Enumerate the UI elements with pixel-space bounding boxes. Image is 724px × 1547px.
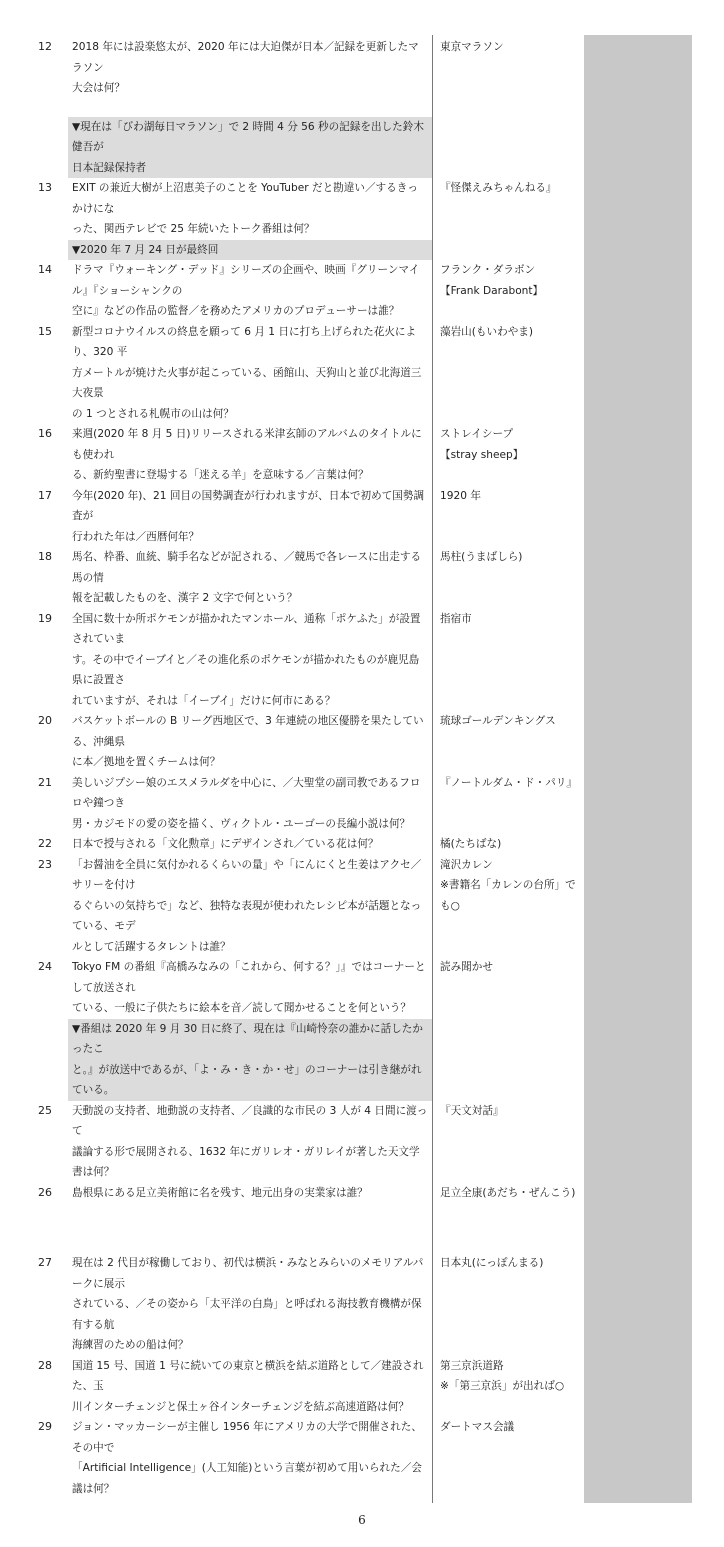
question-line: 現在は 2 代目が稼働しており、初代は横浜・みなとみらいのメモリアルパークに展示 xyxy=(72,1257,424,1290)
answer-text xyxy=(440,855,578,917)
question-line: 今年(2020 年)、21 回目の国勢調査が行われますが、日本で初めて国勢調査が xyxy=(72,489,425,522)
question-number: 16 xyxy=(38,427,52,440)
answer-line: 第三京浜道路 xyxy=(440,1359,504,1372)
question-line: った、関西テレビで 25 年続いたトーク番組は何？ xyxy=(72,223,315,235)
answer-text xyxy=(440,609,578,630)
answer-line: 指宿市 xyxy=(440,612,472,625)
question-text xyxy=(72,322,428,425)
answer-text xyxy=(440,1356,578,1397)
answer-text xyxy=(440,834,578,855)
answer-line: ダートマス会議 xyxy=(440,1421,515,1433)
answer-text xyxy=(440,957,578,978)
question-line: されている、／その姿から「太平洋の白鳥」と呼ばれる海技教育機構が保有する航 xyxy=(72,1298,422,1331)
question-text xyxy=(72,260,428,322)
question-line: 方メートルが焼けた火事が起こっている、函館山、天狗山と並び北海道三大夜景 xyxy=(72,366,422,399)
answer-text xyxy=(440,37,578,58)
answer-text xyxy=(440,322,578,343)
question-number: 14 xyxy=(38,263,52,276)
answer-line: 足立全康(あだち・ぜんこう) xyxy=(440,1186,576,1199)
question-number: 28 xyxy=(38,1358,52,1372)
question-row xyxy=(0,1183,584,1204)
question-text xyxy=(72,178,428,240)
question-row xyxy=(0,957,584,1019)
question-number: 23 xyxy=(38,857,52,871)
question-row xyxy=(0,37,584,99)
answer-line: 【Frank Darabont】 xyxy=(440,284,544,297)
question-text xyxy=(72,37,428,99)
question-number: 19 xyxy=(38,611,52,625)
question-line: 大会は何？ xyxy=(72,82,125,94)
question-line: す。その中でイーブイと／その進化系のポケモンが描かれたものが鹿児島県に設置さ xyxy=(72,653,420,686)
question-number: 22 xyxy=(38,837,52,850)
question-line: ルとして活躍するタレントは誰？ xyxy=(72,940,231,953)
question-text xyxy=(72,957,428,1019)
question-text xyxy=(72,424,428,486)
question-line: 報を記載したものを、漢字 2 文字で何という？ xyxy=(72,592,298,604)
question-text xyxy=(72,834,428,855)
question-line: 「お醤油を全員に気付かれるくらいの量」や「にんにくと生姜はアクセ／サリーを付け xyxy=(72,858,422,891)
answer-line: 【stray sheep】 xyxy=(440,448,524,461)
answer-text xyxy=(440,547,578,568)
question-line: Tokyo FM の番組『高橋みなみの「これから、何する？」』ではコーナーとして放送され xyxy=(72,961,426,994)
answer-line: 『天文対話』 xyxy=(440,1104,504,1117)
answer-line: 1920 年 xyxy=(440,489,481,502)
question-text xyxy=(72,1101,428,1183)
answer-text xyxy=(440,773,578,794)
question-number: 25 xyxy=(38,1103,52,1117)
question-row xyxy=(0,855,584,958)
note-line: ▼2020 年 7 月 24 日が最終回 xyxy=(72,243,219,256)
answer-line: フランク・ダラボン xyxy=(440,264,536,276)
question-text xyxy=(72,547,428,609)
question-text xyxy=(72,1356,428,1418)
answer-line: 橘(たちばな) xyxy=(440,838,502,850)
answer-line: 滝沢カレン xyxy=(440,858,493,871)
answer-line: ※「第三京浜」が出れば○ xyxy=(440,1380,565,1392)
question-line: ジョン・マッカーシーが主催し 1956 年にアメリカの大学で開催された、その中で xyxy=(72,1421,422,1454)
note-line: と。』が放送中であるが、「よ・み・き・か・せ」のコーナーは引き継がれている。 xyxy=(72,1063,422,1096)
question-text xyxy=(72,1253,428,1356)
answer-line: 琉球ゴールデンキングス xyxy=(440,715,556,727)
note-line: ▼番組は 2020 年 9 月 30 日に終了、現在は『山崎怜奈の誰かに話したかったこ xyxy=(72,1022,423,1055)
note-box xyxy=(68,117,432,179)
question-line: 全国に数十か所ポケモンが描かれたマンホール、通称「ポケふた」が設置されていま xyxy=(72,612,421,645)
question-row xyxy=(0,773,584,835)
question-row xyxy=(0,1253,584,1356)
answer-text xyxy=(440,260,578,301)
question-line: ドラマ『ウォーキング・デッド』シリーズの企画や、映画『グリーンマイル』『ショーシャンクの xyxy=(72,264,420,297)
question-text xyxy=(72,609,428,712)
question-line: 日本で授与される「文化勲章」にデザインされ／ている花は何？ xyxy=(72,838,379,850)
question-line: 「Artificial Intelligence」(人工知能)という言葉が初めて用いられた／会議は何？ xyxy=(72,1462,422,1495)
question-line: 馬名、枠番、血統、騎手名などが記される、／競馬で各レースに出走する馬の情 xyxy=(72,551,422,584)
question-line: 2018 年には設楽悠太が、2020 年には大迫傑が日本／記録を更新したマラソン xyxy=(72,41,419,74)
question-line: 男・カジモドの愛の姿を描く、ヴィクトル・ユーゴーの長編小説は何？ xyxy=(72,817,411,830)
question-line: 美しいジプシー娘のエスメラルダを中心に、／大聖堂の副司教であるフロロや鐘つき xyxy=(72,776,421,809)
question-line: る、新約聖書に登場する「迷える羊」を意味する／言葉は何？ xyxy=(72,469,369,481)
answer-line: ※書籍名「カレンの台所」でも○ xyxy=(440,879,576,912)
answer-text xyxy=(440,1101,578,1122)
question-line: 来週(2020 年 8 月 5 日)リリースされる米津玄師のアルバムのタイトルにも使われ xyxy=(72,428,422,461)
answer-line: 『ノートルダム・ド・パリ』 xyxy=(440,776,577,789)
question-row xyxy=(0,834,584,855)
question-line: EXIT の兼近大樹が上沼恵美子のことを YouTuber だと勘違い／するきっかけにな xyxy=(72,182,418,215)
question-number: 21 xyxy=(38,775,52,789)
question-line: 海練習のための船は何？ xyxy=(72,1339,189,1351)
question-row xyxy=(0,547,584,609)
answer-line: 東京マラソン xyxy=(440,41,504,53)
question-number: 29 xyxy=(38,1420,52,1433)
question-line: 国道 15 号、国道 1 号に続いての東京と横浜を結ぶ道路として／建設された、玉 xyxy=(72,1359,424,1392)
question-line: れていますが、それは「イーブイ」だけに何市にある？ xyxy=(72,694,336,707)
question-line: ている、一般に子供たちに絵本を音／読して聞かせることを何という？ xyxy=(72,1002,411,1014)
question-text xyxy=(72,486,428,548)
question-line: バスケットボールの B リーグ西地区で、3 年連続の地区優勝を果たしている、沖縄県 xyxy=(72,715,424,748)
answer-line: 日本丸(にっぽんまる) xyxy=(440,1257,544,1269)
question-row xyxy=(0,1356,584,1418)
question-line: 川インターチェンジと保土ヶ谷インターチェンジを結ぶ高速道路は何？ xyxy=(72,1400,409,1413)
question-number: 20 xyxy=(38,714,52,727)
answer-line: 馬柱(うまばしら) xyxy=(440,551,523,563)
question-row xyxy=(0,178,584,240)
question-line: の 1 つとされる札幌市の山は何？ xyxy=(72,407,234,420)
note-line: 日本記録保持者 xyxy=(72,161,147,174)
answer-line: 藻岩山(もいわやま) xyxy=(440,325,534,338)
question-line: 空に』などの作品の監督／を務めたアメリカのプロデューサーは誰？ xyxy=(72,305,400,317)
question-line: 行われた年は／西暦何年？ xyxy=(72,530,200,543)
answer-text xyxy=(440,1183,578,1204)
question-number: 13 xyxy=(38,181,52,194)
question-row xyxy=(0,424,584,486)
question-number: 12 xyxy=(38,40,52,53)
answer-text xyxy=(440,711,578,732)
question-text xyxy=(72,855,428,958)
question-number: 18 xyxy=(38,550,52,563)
question-text xyxy=(72,773,428,835)
question-number: 27 xyxy=(38,1256,52,1269)
answer-text xyxy=(440,178,578,199)
note-box xyxy=(68,1019,432,1101)
answer-line: 読み聞かせ xyxy=(440,961,493,973)
question-text xyxy=(72,1417,428,1499)
answer-text xyxy=(440,1253,578,1274)
question-text xyxy=(72,711,428,773)
question-text xyxy=(72,1183,428,1204)
question-number: 26 xyxy=(38,1185,52,1199)
answer-line: 『怪傑えみちゃんねる』 xyxy=(440,182,557,194)
answer-text xyxy=(440,1417,578,1438)
answer-text xyxy=(440,486,578,507)
note-box xyxy=(68,240,432,261)
question-row xyxy=(0,711,584,773)
answer-text xyxy=(440,424,578,465)
question-row xyxy=(0,322,584,425)
question-number: 17 xyxy=(38,488,52,502)
question-line: るぐらいの気持ちで」など、独特な表現が使われたレシピ本が話題となっている、モデ xyxy=(72,899,422,932)
question-line: 議論する形で展開される、1632 年にガリレオ・ガリレイが著した天文学書は何？ xyxy=(72,1145,420,1178)
question-line: 新型コロナウイルスの終息を願って 6 月 1 日に打ち上げられた花火により、320 平 xyxy=(72,325,417,358)
question-row xyxy=(0,609,584,712)
question-line: 天動説の支持者、地動説の支持者、／良識的な市民の 3 人が 4 日間に渡って xyxy=(72,1104,428,1137)
question-number: 24 xyxy=(38,960,52,973)
question-row xyxy=(0,260,584,322)
question-line: 島根県にある足立美術館に名を残す、地元出身の実業家は誰？ xyxy=(72,1186,368,1199)
answer-line: ストレイシープ xyxy=(440,428,514,440)
question-row xyxy=(0,486,584,548)
page-number: 6 xyxy=(358,1513,366,1527)
note-line: ▼現在は「びわ湖毎日マラソン」で 2 時間 4 分 56 秒の記録を出した鈴木健吾が xyxy=(72,120,424,153)
question-line: に本／拠地を置くチームは何？ xyxy=(72,756,221,768)
question-number: 15 xyxy=(38,324,52,338)
question-row xyxy=(0,1101,584,1183)
question-row xyxy=(0,1417,584,1499)
